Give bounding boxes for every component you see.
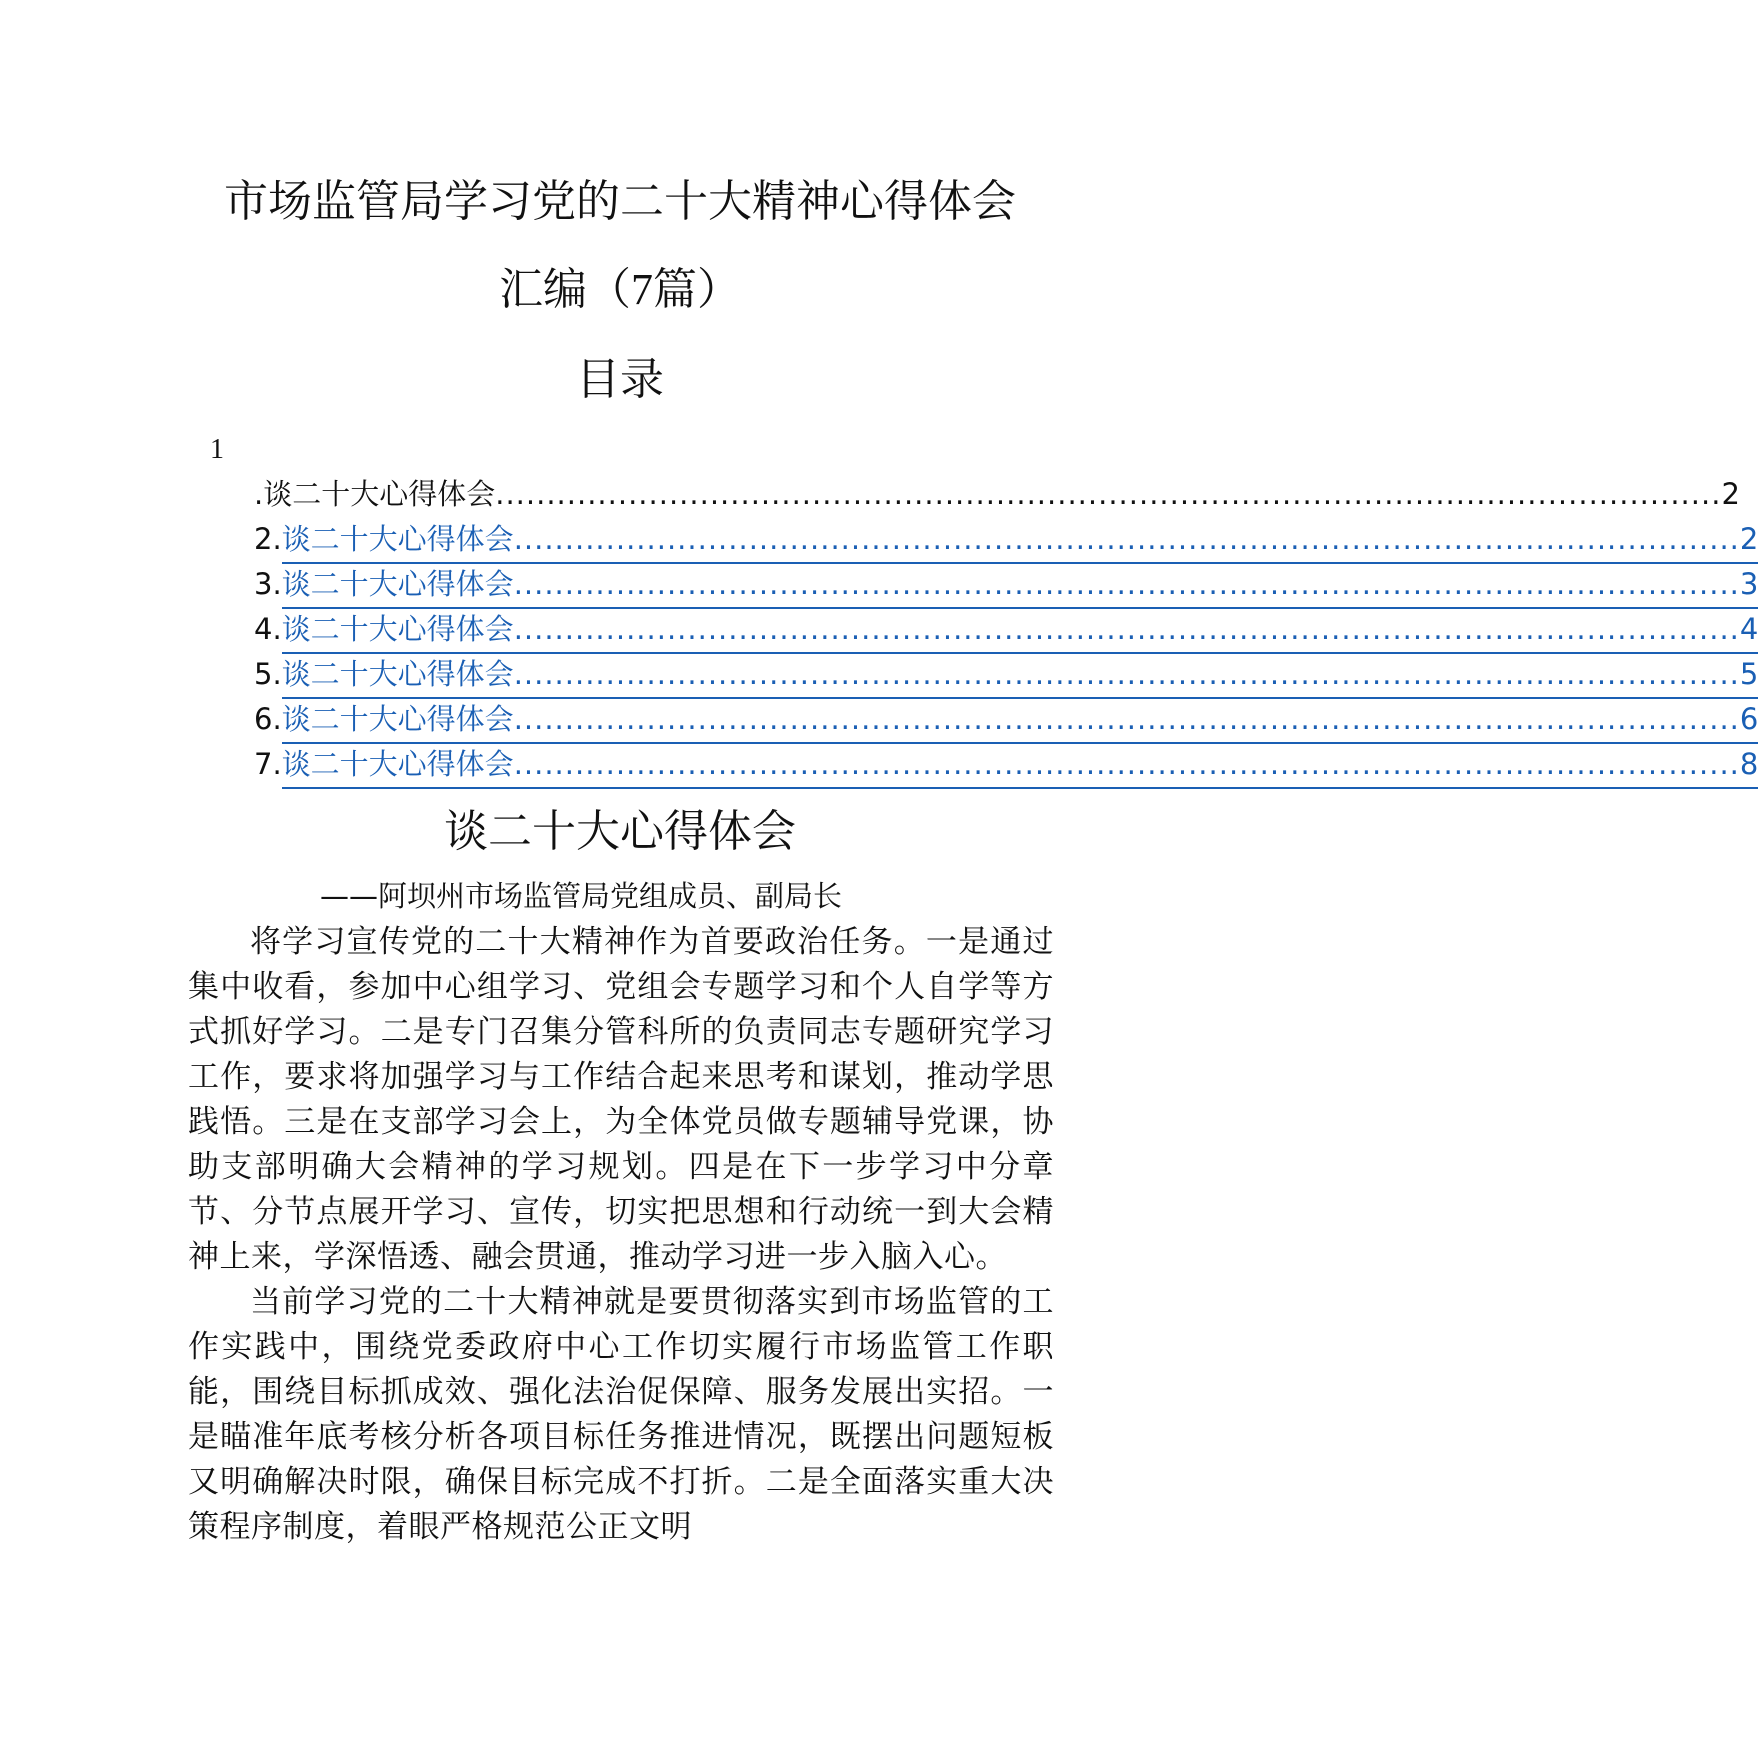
- toc-item-leader-dots: ........................................................................................................................: [514, 562, 1740, 609]
- toc-heading: 目录: [576, 354, 664, 405]
- toc-item-leader-dots: ........................................................................................................................: [514, 607, 1740, 654]
- toc-item-page-number: 2: [1721, 477, 1740, 511]
- toc-item-link[interactable]: [281, 652, 1758, 699]
- toc-item: [254, 562, 1758, 607]
- toc-item-page-number: 4: [1740, 607, 1758, 654]
- toc-item-label: 谈二十大心得体会: [282, 517, 514, 564]
- toc-item-page-number: 5: [1740, 652, 1758, 699]
- toc-item-number: 7.: [254, 747, 282, 781]
- toc-item-label: 谈二十大心得体会: [282, 652, 514, 699]
- toc-item-link[interactable]: [281, 742, 1758, 789]
- toc-item-page-number: 3: [1740, 562, 1758, 609]
- toc-item-label: 谈二十大心得体会: [282, 607, 514, 654]
- toc-first-item-number: 1: [210, 434, 224, 465]
- toc-item-link[interactable]: [263, 472, 1740, 517]
- toc-item-number: 5.: [254, 657, 282, 691]
- toc-item-number: 2.: [254, 522, 282, 556]
- toc-item-label: 谈二十大心得体会: [282, 697, 514, 744]
- toc-item-leader-dots: ........................................................................................................................: [514, 697, 1740, 744]
- document-title-text: 市场监管局学习党的二十大精神心得体会: [224, 176, 1016, 227]
- toc-item-link[interactable]: [281, 562, 1758, 609]
- body-paragraph: 当前学习党的二十大精神就是要贯彻落实到市场监管的工作实践中，围绕党委政府中心工作切实履行市场监管工作职能，围绕目标抓成效、强化法治促保障、服务发展出实招。一是瞄准年底考核分析各项目标任务推进情况，既摆出问题短板又明确解决时限，确保目标完成不打折。二是全面落实重大决策程序制度，着眼严格规范公正文明: [188, 1284, 1054, 1545]
- document-title-line-2: [0, 262, 1240, 318]
- toc-item-leader-dots: ........................................................................................................................: [514, 742, 1740, 789]
- toc-item-label: 谈二十大心得体会: [282, 562, 514, 609]
- toc-item-number: .: [254, 477, 264, 511]
- toc-item-number: 4.: [254, 612, 282, 646]
- toc-item: [254, 517, 1758, 562]
- section-byline: ——阿坝州市场监管局党组成员、副局长: [320, 879, 843, 913]
- toc-item-leader-dots: ........................................................................................................................: [514, 652, 1740, 699]
- toc-item-page-number: 8: [1740, 742, 1758, 789]
- document-title-prefix: 汇编（: [499, 264, 631, 315]
- toc-item-number: 6.: [254, 702, 282, 736]
- toc-item: [254, 742, 1758, 787]
- toc-item-link[interactable]: [281, 697, 1758, 744]
- document-title-count: 7: [631, 265, 653, 314]
- toc-item-number: 3.: [254, 567, 282, 601]
- document-title-suffix: 篇）: [653, 264, 741, 315]
- toc-item-leader-dots: ........................................................................................................................: [495, 477, 1722, 511]
- toc-item-label: 谈二十大心得体会: [263, 477, 496, 511]
- toc-item-link[interactable]: [281, 517, 1758, 564]
- toc-item: [254, 697, 1758, 742]
- toc-item: [254, 607, 1758, 652]
- toc-item-page-number: 2: [1740, 517, 1758, 564]
- toc-list: [254, 472, 1758, 787]
- document-title-line-1: [0, 174, 1240, 230]
- toc-item-page-number: 6: [1740, 697, 1758, 744]
- body-paragraph: 将学习宣传党的二十大精神作为首要政治任务。一是通过集中收看，参加中心组学习、党组会专题学习和个人自学等方式抓好学习。二是专门召集分管科所的负责同志专题研究学习工作，要求将加强学习与工作结合起来思考和谋划，推动学思践悟。三是在支部学习会上，为全体党员做专题辅导党课，协助支部明确大会精神的学习规划。四是在下一步学习中分章节、分节点展开学习、宣传，切实把思想和行动统一到大会精神上来，学深悟透、融会贯通，推动学习进一步入脑入心。: [188, 924, 1054, 1275]
- toc-item-label: 谈二十大心得体会: [282, 742, 514, 789]
- toc-item: [254, 472, 1740, 517]
- section-title: 谈二十大心得体会: [444, 806, 796, 857]
- toc-item-leader-dots: ........................................................................................................................: [514, 517, 1740, 564]
- section-body: [188, 920, 1054, 1550]
- toc-item-link[interactable]: [281, 607, 1758, 654]
- toc-item: [254, 652, 1758, 697]
